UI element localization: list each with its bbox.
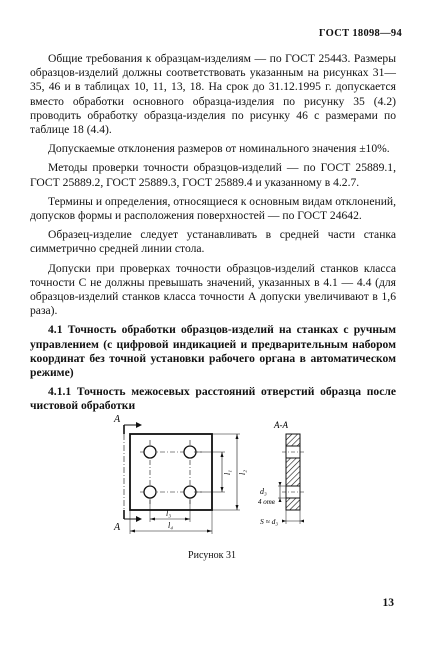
paragraph-general-requirements: Общие требования к образцам-изделиям — по ГОСТ 25443. Размеры образцов-изделий должны соответствовать указанным на рисунках 31—35, 46 и в таблицах 10, 11, 13, 18. На срок до 31.12.1995 г. допускается вместо обработки основного образца-изделия по рисунку 35 (4.2) проводить обработку образца-изделия по рисунку 46 с размерами по таблице 18 (4.4). xyxy=(30,52,396,137)
dim-4otv: 4 отв xyxy=(258,498,275,506)
dim-l2: l₂ xyxy=(238,469,247,475)
section-4-1-1-heading: 4.1.1 Точность межосевых расстояний отверстий образца после чистовой обработки xyxy=(30,385,396,413)
section-4-1-heading: 4.1 Точность обработки образцов-изделий на станках с ручным управлением (с цифровой индикацией и предварительным набором координат без точной установки рабочего органа в автоматическом режиме) xyxy=(30,323,396,380)
dim-l1: l₁ xyxy=(223,469,232,475)
dim-s: S ≈ d₃ xyxy=(260,517,278,526)
paragraph-placement: Образец-изделие следует устанавливать в средней части станка симметрично средней линии стола. xyxy=(30,228,396,256)
hole-3 xyxy=(144,486,156,498)
section-mark-bottom xyxy=(113,510,142,533)
section-view-label: А-А xyxy=(274,420,288,430)
technical-drawing xyxy=(110,412,330,542)
dim-l3: l₃ xyxy=(166,509,172,518)
section-label-top: А xyxy=(114,414,121,425)
section-mark-top xyxy=(113,414,142,434)
figure-caption: Рисунок 31 xyxy=(188,550,236,561)
paragraph-accuracy-class: Допуски при проверках точности образцов-изделий станков класса точности С не должны превышать значений, указанных в 4.1 — 4.4 (для образцов-изделий станков класса точности А допуски увеличивают в 1,6 раза). xyxy=(30,261,396,318)
paragraph-terms: Термины и определения, относящиеся к основным видам отклонений, допусков формы и расположения поверхностей — по ГОСТ 24642. xyxy=(30,194,396,223)
paragraph-methods: Методы проверки точности образцов-изделий — по ГОСТ 25889.1, ГОСТ 25889.2, ГОСТ 25889.3, ГОСТ 25889.4 и указанному в 4.2.7. xyxy=(30,161,396,189)
dim-l4: l₄ xyxy=(168,521,174,530)
section-label-bottom: А xyxy=(114,522,121,533)
dim-d3: d₃ xyxy=(260,487,267,496)
section-view xyxy=(258,434,304,526)
paragraph-tolerances: Допускаемые отклонения размеров от номинального значения ±10%. xyxy=(48,142,390,156)
body-text xyxy=(30,52,396,419)
page-number: 13 xyxy=(382,597,394,609)
plate-outline xyxy=(130,434,212,510)
document-header: ГОСТ 18098—94 xyxy=(318,28,402,39)
hole-1 xyxy=(144,446,156,458)
